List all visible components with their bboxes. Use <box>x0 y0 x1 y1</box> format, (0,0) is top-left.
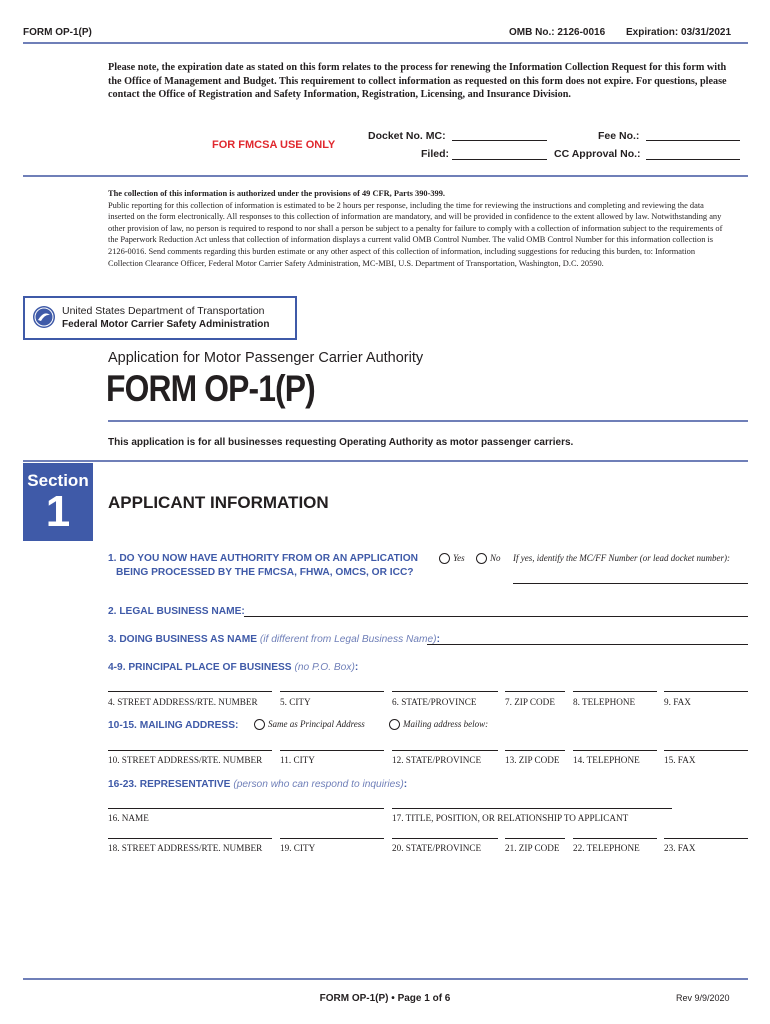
footer-rule <box>23 978 748 980</box>
section-number: 1 <box>45 487 71 536</box>
col-fax-23: 23. FAX <box>664 843 696 853</box>
q1-docket-field[interactable] <box>513 583 748 584</box>
form-label: FORM OP-1(P) <box>23 27 92 38</box>
expiration-notice: Please note, the expiration date as stated on this form relates to the process for renewing the Information Collection Request for this form with the Office of Management and Budget. This requirement to collect information as requested on this form does not expire. For questions, please contact the Office of Registration and Safety Information, Registration, Licensing, and Insurance Division. <box>108 62 727 100</box>
mailing-state-field[interactable] <box>392 750 498 751</box>
col-fax-15: 15. FAX <box>664 755 696 765</box>
col-fax-9: 9. FAX <box>664 697 691 707</box>
col-phone-14: 14. TELEPHONE <box>573 755 640 765</box>
col-state-20: 20. STATE/PROVINCE <box>392 843 482 853</box>
q1-no-radio[interactable] <box>476 553 487 564</box>
q4-note: (no P.O. Box) <box>294 662 355 673</box>
mailing-zip-field[interactable] <box>505 750 565 751</box>
principal-zip-field[interactable] <box>505 691 565 692</box>
title-rule <box>108 420 748 422</box>
col-zip-13: 13. ZIP CODE <box>505 755 560 765</box>
q1-if-yes-label: If yes, identify the MC/FF Number (or lead docket number): <box>513 553 730 563</box>
mailing-label: 10-15. MAILING ADDRESS: <box>108 720 239 731</box>
col-state-12: 12. STATE/PROVINCE <box>392 755 482 765</box>
col-phone-8: 8. TELEPHONE <box>573 697 636 707</box>
rep-name-field[interactable] <box>108 808 384 809</box>
authorization-lead: The collection of this information is authorized under the provisions of 49 CFR, Parts 390-399. <box>108 189 446 198</box>
agency-department: United States Department of Transportation <box>62 305 265 317</box>
application-title: Application for Motor Passenger Carrier Authority <box>108 350 424 366</box>
principal-street-field[interactable] <box>108 691 272 692</box>
q3-colon: : <box>436 634 440 645</box>
filed-label: Filed: <box>421 148 449 160</box>
form-title: FORM OP-1(P) <box>106 368 315 409</box>
col-zip-7: 7. ZIP CODE <box>505 697 555 707</box>
header-rule <box>23 42 748 44</box>
rep-phone-field[interactable] <box>573 838 657 839</box>
authorization-text <box>108 188 728 269</box>
principal-phone-field[interactable] <box>573 691 657 692</box>
rep-city-field[interactable] <box>280 838 384 839</box>
mailing-fax-field[interactable] <box>664 750 748 751</box>
q1-line1: 1. DO YOU NOW HAVE AUTHORITY FROM OR AN APPLICATION <box>108 553 418 564</box>
applies-statement: This application is for all businesses requesting Operating Authority as motor passenger carriers. <box>108 437 574 448</box>
mailing-city-field[interactable] <box>280 750 384 751</box>
rep-fax-field[interactable] <box>664 838 748 839</box>
rep-label <box>108 779 407 790</box>
q1-yes-radio[interactable] <box>439 553 450 564</box>
mailing-same-label: Same as Principal Address <box>268 719 365 729</box>
principal-fax-field[interactable] <box>664 691 748 692</box>
col-city-19: 19. CITY <box>280 843 316 853</box>
mailing-below-label: Mailing address below: <box>403 719 489 729</box>
q1-yes-label: Yes <box>453 553 465 563</box>
dot-logo-icon <box>33 306 55 328</box>
col-street-18: 18. STREET ADDRESS/RTE. NUMBER <box>108 843 263 853</box>
fmcsa-rule <box>23 175 748 177</box>
mailing-below-radio[interactable] <box>389 719 400 730</box>
q1-line2: BEING PROCESSED BY THE FMCSA, FHWA, OMCS, OR ICC? <box>116 567 414 578</box>
agency-box <box>23 296 297 340</box>
fee-field[interactable] <box>646 140 740 141</box>
principal-city-field[interactable] <box>280 691 384 692</box>
rep-street-field[interactable] <box>108 838 272 839</box>
col-title-17: 17. TITLE, POSITION, OR RELATIONSHIP TO APPLICANT <box>392 813 629 823</box>
col-city-5: 5. CITY <box>280 697 311 707</box>
rep-zip-field[interactable] <box>505 838 565 839</box>
section-badge <box>23 463 93 541</box>
filed-field[interactable] <box>452 159 547 160</box>
dba-name-field[interactable] <box>427 644 748 645</box>
col-street-10: 10. STREET ADDRESS/RTE. NUMBER <box>108 755 263 765</box>
rep-title-field[interactable] <box>392 808 672 809</box>
q3-note: (if different from Legal Business Name) <box>259 634 437 645</box>
cc-approval-field[interactable] <box>646 159 740 160</box>
legal-business-name-field[interactable] <box>244 616 748 617</box>
section-title: APPLICANT INFORMATION <box>108 493 329 512</box>
q3-label-text: 3. DOING BUSINESS AS NAME <box>108 634 258 645</box>
col-zip-21: 21. ZIP CODE <box>505 843 560 853</box>
authorization-body: Public reporting for this collection of information is estimated to be 2 hours per response, including the time for reviewing the instructions and completing and reviewing the data inserted on the form electronically. All responses to this collection of information are mandatory, and will be provided in confidence to the extent allowed by law. Notwithstanding any other provision of law, no person is required to respond to nor shall a person be subject to a penalty for failure to comply with a collection of information subject to the requirements of the Paperwork Reduction Act unless that collection of information displays a current valid OMB Control Number. The valid OMB Control Number for this information collection is 2126-0016. Send comments regarding this burden estimate or any other aspect of this collection of information, including suggestions for reducing this burden, to: Information Collection Clearance Officer, Federal Motor Carrier Safety Administration, MC-MBI, U.S. Department of Transportation, Washington, D.C. 20590. <box>108 200 723 268</box>
section-rule <box>23 460 748 462</box>
q2-label: 2. LEGAL BUSINESS NAME: <box>108 606 245 617</box>
omb-number: OMB No.: 2126-0016 <box>509 27 606 38</box>
agency-administration: Federal Motor Carrier Safety Administration <box>62 319 270 330</box>
cc-approval-label: CC Approval No.: <box>554 148 641 160</box>
fmcsa-use-only-label: FOR FMCSA USE ONLY <box>212 139 336 151</box>
col-city-11: 11. CITY <box>280 755 315 765</box>
col-street-4: 4. STREET ADDRESS/RTE. NUMBER <box>108 697 258 707</box>
rep-state-field[interactable] <box>392 838 498 839</box>
rep-label-text: 16-23. REPRESENTATIVE <box>108 779 231 790</box>
section-word: Section <box>27 471 89 490</box>
docket-label: Docket No. MC: <box>368 130 446 142</box>
principal-state-field[interactable] <box>392 691 498 692</box>
rep-colon: : <box>403 779 408 790</box>
q1-no-label: No <box>490 553 501 563</box>
docket-field[interactable] <box>452 140 547 141</box>
mailing-same-radio[interactable] <box>254 719 265 730</box>
expiration-date: Expiration: 03/31/2021 <box>626 27 732 38</box>
footer-revision: Rev 9/9/2020 <box>676 993 730 1003</box>
q4-colon: : <box>354 662 359 673</box>
rep-note: (person who can respond to inquiries) <box>233 779 404 790</box>
q4-label-text: 4-9. PRINCIPAL PLACE OF BUSINESS <box>108 662 292 673</box>
col-state-6: 6. STATE/PROVINCE <box>392 697 477 707</box>
footer-page: FORM OP-1(P) • Page 1 of 6 <box>319 993 451 1004</box>
q4-label <box>108 662 358 673</box>
col-name-16: 16. NAME <box>108 813 149 823</box>
mailing-phone-field[interactable] <box>573 750 657 751</box>
q3-label <box>108 634 440 645</box>
col-phone-22: 22. TELEPHONE <box>573 843 640 853</box>
fee-label: Fee No.: <box>598 130 640 142</box>
mailing-street-field[interactable] <box>108 750 272 751</box>
